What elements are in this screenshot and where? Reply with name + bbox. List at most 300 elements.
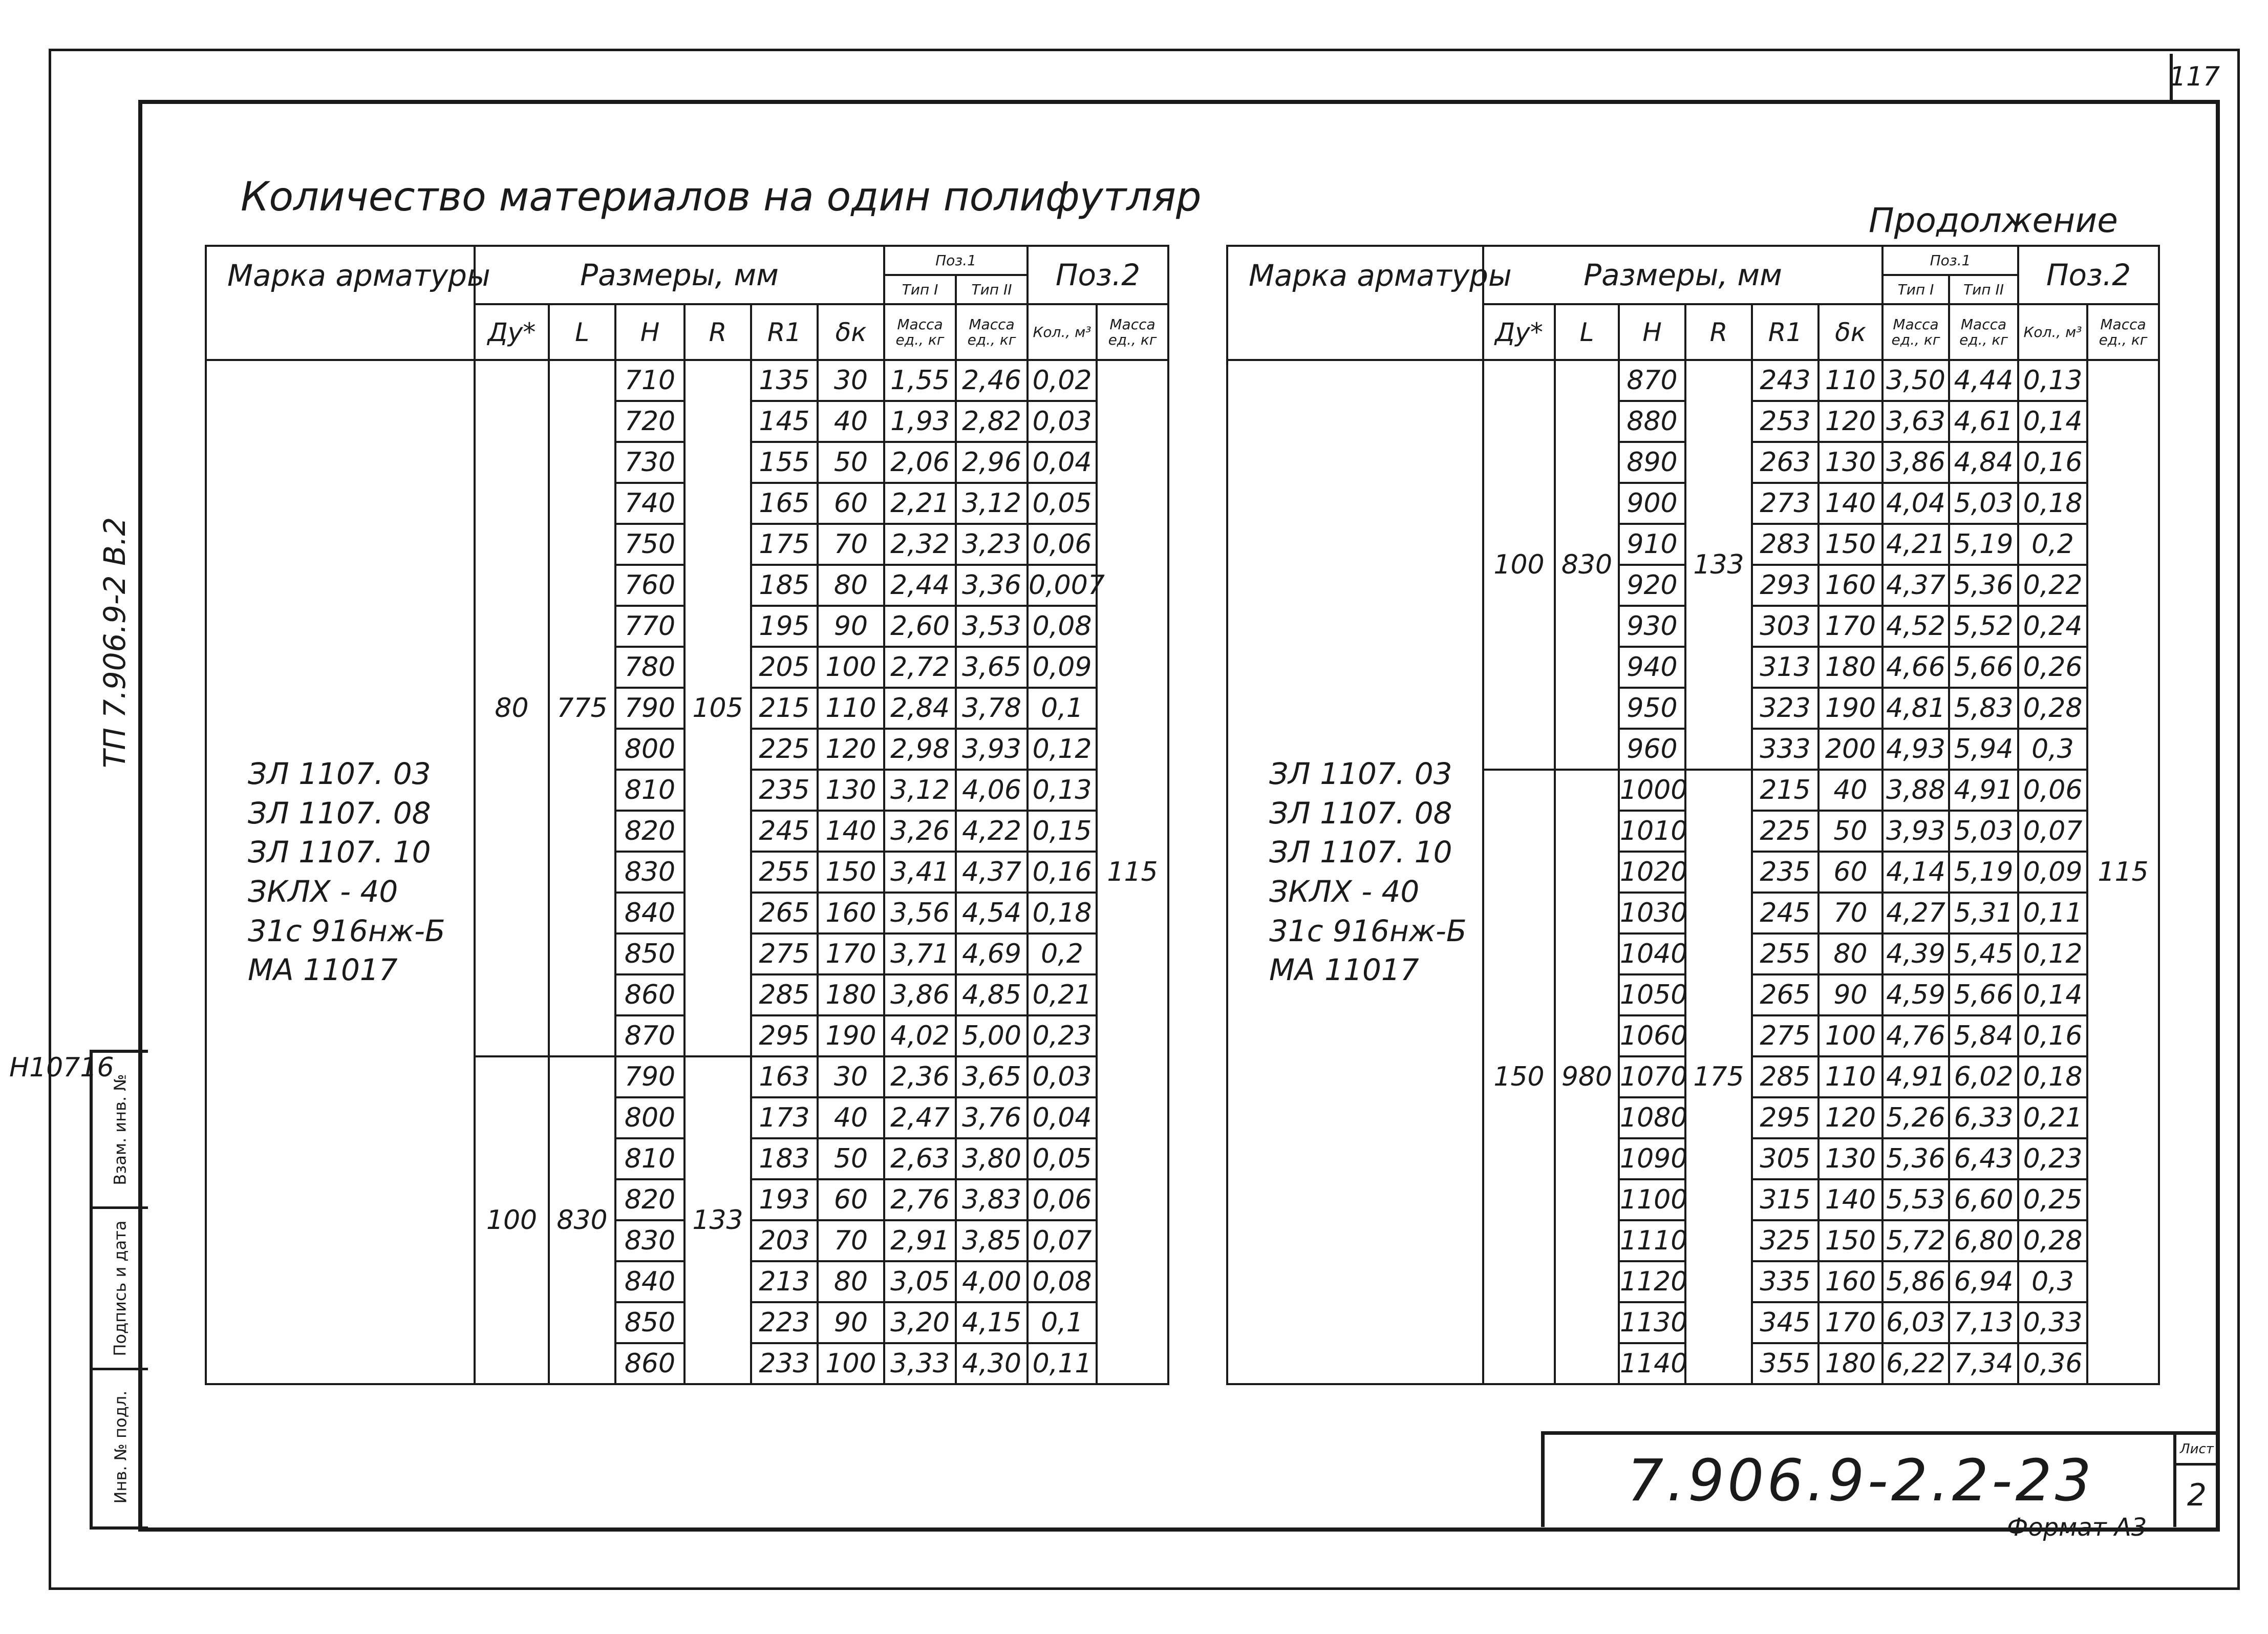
cell-mass-type1: 5,26 <box>1882 1097 1949 1138</box>
cell-qty: 0,06 <box>1028 524 1097 565</box>
cell-l: 830 <box>549 1056 615 1384</box>
cell-h: 1110 <box>1619 1220 1685 1261</box>
cell-mass-type2: 3,85 <box>956 1220 1028 1261</box>
cell-mass-type2: 7,13 <box>1949 1302 2018 1343</box>
cell-r1: 315 <box>1752 1179 1818 1220</box>
type1-header: Тип I <box>884 275 956 304</box>
cell-h: 1130 <box>1619 1302 1685 1343</box>
cell-dk: 90 <box>818 606 884 647</box>
cell-l: 775 <box>549 360 615 1056</box>
cell-h: 1000 <box>1619 770 1685 811</box>
cell-h: 1140 <box>1619 1343 1685 1384</box>
cell-r1: 273 <box>1752 483 1818 524</box>
cell-h: 1070 <box>1619 1056 1685 1097</box>
cell-h: 1010 <box>1619 811 1685 852</box>
cell-dk: 50 <box>1818 811 1882 852</box>
cell-h: 960 <box>1619 729 1685 770</box>
cell-h: 830 <box>615 1220 684 1261</box>
mark-item: ЗЛ 1107. 03 <box>248 756 431 792</box>
table-row <box>1227 360 2159 401</box>
cell-dk: 150 <box>1818 524 1882 565</box>
col-r1: R1 <box>751 304 818 360</box>
cell-qty: 0,09 <box>1028 647 1097 688</box>
cell-mass-type1: 3,20 <box>884 1302 956 1343</box>
cell-qty: 0,16 <box>2018 442 2087 483</box>
col-qty: Кол., м³ <box>1028 304 1097 360</box>
cell-mass-type1: 2,76 <box>884 1179 956 1220</box>
cell-r1: 335 <box>1752 1261 1818 1302</box>
cell-mass-type1: 4,59 <box>1882 974 1949 1015</box>
cell-h: 850 <box>615 1302 684 1343</box>
table-row <box>206 360 1168 401</box>
cell-dk: 70 <box>818 1220 884 1261</box>
cell-mass-type2: 6,80 <box>1949 1220 2018 1261</box>
col-du: Ду* <box>475 304 549 360</box>
cell-l: 830 <box>1555 360 1619 770</box>
cell-mass-type2: 3,53 <box>956 606 1028 647</box>
mark-item: ЗКЛХ - 40 <box>248 874 398 909</box>
cell-mass-type2: 5,03 <box>1949 811 2018 852</box>
cell-r1: 203 <box>751 1220 818 1261</box>
col-h: H <box>1619 304 1685 360</box>
cell-r1: 193 <box>751 1179 818 1220</box>
mark-item: ЗЛ 1107. 10 <box>248 835 431 870</box>
cell-dk: 180 <box>818 974 884 1015</box>
cell-mass-type1: 3,88 <box>1882 770 1949 811</box>
cell-mass-type2: 5,03 <box>1949 483 2018 524</box>
cell-qty: 0,3 <box>2018 729 2087 770</box>
cell-qty: 0,21 <box>2018 1097 2087 1138</box>
cell-mass-type2: 5,19 <box>1949 524 2018 565</box>
cell-h: 790 <box>615 688 684 729</box>
col-mass-pos2: Масса ед., кг <box>1097 304 1168 360</box>
cell-r1: 163 <box>751 1056 818 1097</box>
cell-qty: 0,14 <box>2018 401 2087 442</box>
col-dk: δк <box>818 304 884 360</box>
cell-dk: 50 <box>818 1138 884 1179</box>
cell-dk: 160 <box>1818 565 1882 606</box>
cell-qty: 0,2 <box>2018 524 2087 565</box>
cell-mass-type1: 2,84 <box>884 688 956 729</box>
cell-mass-type1: 2,47 <box>884 1097 956 1138</box>
cell-mass-type2: 5,94 <box>1949 729 2018 770</box>
cell-r1: 173 <box>751 1097 818 1138</box>
col-r: R <box>1685 304 1752 360</box>
cell-qty: 0,06 <box>1028 1179 1097 1220</box>
cell-h: 840 <box>615 1261 684 1302</box>
cell-r: 175 <box>1685 770 1752 1384</box>
cell-qty: 0,18 <box>2018 483 2087 524</box>
cell-r: 105 <box>684 360 751 1056</box>
cell-dk: 120 <box>1818 401 1882 442</box>
cell-h: 720 <box>615 401 684 442</box>
cell-dk: 170 <box>818 933 884 974</box>
cell-mass-type1: 3,56 <box>884 893 956 933</box>
cell-qty: 0,09 <box>2018 852 2087 893</box>
cell-r1: 295 <box>751 1015 818 1056</box>
cell-mass-type1: 2,21 <box>884 483 956 524</box>
cell-r1: 215 <box>1752 770 1818 811</box>
cell-dk: 180 <box>1818 1343 1882 1384</box>
cell-dk: 110 <box>1818 1056 1882 1097</box>
cell-h: 870 <box>1619 360 1685 401</box>
cell-dk: 180 <box>1818 647 1882 688</box>
cell-mass-type2: 4,84 <box>1949 442 2018 483</box>
cell-qty: 0,26 <box>2018 647 2087 688</box>
cell-h: 870 <box>615 1015 684 1056</box>
cell-mass-type1: 4,91 <box>1882 1056 1949 1097</box>
cell-h: 810 <box>615 1138 684 1179</box>
cell-mass-type2: 4,85 <box>956 974 1028 1015</box>
cell-mass-type2: 6,02 <box>1949 1056 2018 1097</box>
marka-subheader <box>206 304 475 360</box>
cell-l: 980 <box>1555 770 1619 1384</box>
cell-mass-type2: 5,52 <box>1949 606 2018 647</box>
page-title: Количество материалов на один полифутляр <box>241 174 1202 220</box>
cell-h: 740 <box>615 483 684 524</box>
cell-dk: 60 <box>818 1179 884 1220</box>
cell-r1: 175 <box>751 524 818 565</box>
cell-du: 100 <box>1483 360 1555 770</box>
cell-r1: 293 <box>1752 565 1818 606</box>
strip-cell-inventory: Инв. № подл. <box>111 1390 131 1504</box>
cell-h: 800 <box>615 729 684 770</box>
cell-h: 950 <box>1619 688 1685 729</box>
paper-format: Формат А3 <box>2007 1513 2147 1542</box>
col-l: L <box>1555 304 1619 360</box>
drawing-code: 7.906.9-2.2-23 <box>1541 1431 2177 1527</box>
cell-dk: 80 <box>1818 933 1882 974</box>
cell-qty: 0,2 <box>1028 933 1097 974</box>
pos1-header: Поз.1 <box>884 246 1028 275</box>
cell-dk: 50 <box>818 442 884 483</box>
cell-qty: 0,07 <box>1028 1220 1097 1261</box>
cell-r1: 255 <box>1752 933 1818 974</box>
cell-du: 80 <box>475 360 549 1056</box>
cell-mass-type1: 4,14 <box>1882 852 1949 893</box>
cell-mass-type2: 3,76 <box>956 1097 1028 1138</box>
cell-h: 930 <box>1619 606 1685 647</box>
col-r: R <box>684 304 751 360</box>
cell-qty: 0,03 <box>1028 401 1097 442</box>
cell-dk: 140 <box>818 811 884 852</box>
cell-mass-type2: 6,43 <box>1949 1138 2018 1179</box>
col-mass-type2: Масса ед., кг <box>956 304 1028 360</box>
cell-mass-type1: 5,86 <box>1882 1261 1949 1302</box>
marks-cell <box>206 360 475 1384</box>
cell-mass-type1: 5,53 <box>1882 1179 1949 1220</box>
cell-h: 900 <box>1619 483 1685 524</box>
cell-h: 780 <box>615 647 684 688</box>
cell-dk: 90 <box>818 1302 884 1343</box>
cell-mass-type1: 6,22 <box>1882 1343 1949 1384</box>
cell-mass-type1: 4,93 <box>1882 729 1949 770</box>
cell-r1: 333 <box>1752 729 1818 770</box>
cell-qty: 0,36 <box>2018 1343 2087 1384</box>
cell-r1: 305 <box>1752 1138 1818 1179</box>
sheet-label: Лист <box>2176 1435 2217 1466</box>
cell-qty: 0,1 <box>1028 1302 1097 1343</box>
type1-header: Тип I <box>1882 275 1949 304</box>
cell-r1: 165 <box>751 483 818 524</box>
cell-dk: 70 <box>1818 893 1882 933</box>
cell-qty: 0,11 <box>1028 1343 1097 1384</box>
cell-h: 760 <box>615 565 684 606</box>
side-archive-id: Н10716 <box>9 1052 114 1083</box>
col-mass-type1: Масса ед., кг <box>1882 304 1949 360</box>
cell-dk: 100 <box>818 647 884 688</box>
cell-r: 133 <box>1685 360 1752 770</box>
pos2-header: Поз.2 <box>1028 246 1168 304</box>
col-h: H <box>615 304 684 360</box>
cell-mass-type1: 3,86 <box>1882 442 1949 483</box>
cell-mass-type2: 6,94 <box>1949 1261 2018 1302</box>
cell-mass-type2: 7,34 <box>1949 1343 2018 1384</box>
cell-qty: 0,23 <box>2018 1138 2087 1179</box>
marka-subheader <box>1227 304 1483 360</box>
cell-mass-type1: 2,44 <box>884 565 956 606</box>
cell-mass-type2: 5,66 <box>1949 974 2018 1015</box>
cell-mass-type1: 4,52 <box>1882 606 1949 647</box>
cell-r1: 265 <box>751 893 818 933</box>
cell-h: 790 <box>615 1056 684 1097</box>
cell-r1: 323 <box>1752 688 1818 729</box>
continuation-label: Продолжение <box>1869 201 2118 240</box>
sizes-header: Размеры, мм <box>1483 246 1882 304</box>
cell-mass-type2: 3,36 <box>956 565 1028 606</box>
cell-dk: 110 <box>818 688 884 729</box>
cell-qty: 0,03 <box>1028 1056 1097 1097</box>
cell-r1: 303 <box>1752 606 1818 647</box>
cell-mass-type1: 2,63 <box>884 1138 956 1179</box>
cell-qty: 0,28 <box>2018 1220 2087 1261</box>
cell-mass-type1: 3,63 <box>1882 401 1949 442</box>
cell-qty: 0,23 <box>1028 1015 1097 1056</box>
pos2-header: Поз.2 <box>2018 246 2159 304</box>
col-du: Ду* <box>1483 304 1555 360</box>
cell-r1: 283 <box>1752 524 1818 565</box>
cell-mass-type2: 6,33 <box>1949 1097 2018 1138</box>
cell-dk: 190 <box>818 1015 884 1056</box>
cell-r1: 145 <box>751 401 818 442</box>
mark-item: ЗЛ 1107. 10 <box>1269 835 1452 870</box>
col-mass-type1: Масса ед., кг <box>884 304 956 360</box>
cell-qty: 0,02 <box>1028 360 1097 401</box>
cell-mass-type1: 2,72 <box>884 647 956 688</box>
cell-mass-type1: 3,05 <box>884 1261 956 1302</box>
cell-dk: 110 <box>1818 360 1882 401</box>
cell-dk: 40 <box>1818 770 1882 811</box>
cell-mass-type2: 3,80 <box>956 1138 1028 1179</box>
cell-mass-type1: 4,76 <box>1882 1015 1949 1056</box>
cell-mass-type2: 5,19 <box>1949 852 2018 893</box>
cell-mass-type2: 6,60 <box>1949 1179 2018 1220</box>
cell-r1: 233 <box>751 1343 818 1384</box>
cell-qty: 0,18 <box>1028 893 1097 933</box>
col-mass-pos2: Масса ед., кг <box>2087 304 2159 360</box>
cell-dk: 30 <box>818 1056 884 1097</box>
cell-qty: 0,24 <box>2018 606 2087 647</box>
cell-mass-type2: 5,66 <box>1949 647 2018 688</box>
cell-mass-type2: 2,46 <box>956 360 1028 401</box>
cell-mass-type2: 4,91 <box>1949 770 2018 811</box>
col-r1: R1 <box>1752 304 1818 360</box>
cell-qty: 0,16 <box>1028 852 1097 893</box>
cell-h: 880 <box>1619 401 1685 442</box>
cell-r1: 243 <box>1752 360 1818 401</box>
type2-header: Тип II <box>956 275 1028 304</box>
cell-r1: 185 <box>751 565 818 606</box>
cell-mass-type2: 5,84 <box>1949 1015 2018 1056</box>
cell-h: 860 <box>615 1343 684 1384</box>
cell-qty: 0,16 <box>2018 1015 2087 1056</box>
type2-header: Тип II <box>1949 275 2018 304</box>
cell-mass-type1: 3,50 <box>1882 360 1949 401</box>
cell-h: 910 <box>1619 524 1685 565</box>
sheet-top-number: 117 <box>2170 54 2216 103</box>
cell-r1: 205 <box>751 647 818 688</box>
cell-qty: 0,04 <box>1028 1097 1097 1138</box>
cell-dk: 120 <box>818 729 884 770</box>
cell-du: 150 <box>1483 770 1555 1384</box>
cell-mass-type2: 4,54 <box>956 893 1028 933</box>
cell-r: 133 <box>684 1056 751 1384</box>
cell-qty: 0,05 <box>1028 1138 1097 1179</box>
cell-mass-type1: 2,91 <box>884 1220 956 1261</box>
cell-mass-type2: 5,36 <box>1949 565 2018 606</box>
cell-h: 750 <box>615 524 684 565</box>
col-qty: Кол., м³ <box>2018 304 2087 360</box>
cell-h: 860 <box>615 974 684 1015</box>
cell-mass-type1: 4,02 <box>884 1015 956 1056</box>
cell-mass-type2: 2,96 <box>956 442 1028 483</box>
cell-dk: 160 <box>1818 1261 1882 1302</box>
cell-mass-type2: 4,06 <box>956 770 1028 811</box>
cell-mass-type2: 3,65 <box>956 647 1028 688</box>
cell-mass-type1: 3,12 <box>884 770 956 811</box>
cell-qty: 0,08 <box>1028 606 1097 647</box>
cell-qty: 0,13 <box>1028 770 1097 811</box>
cell-mass-type1: 5,72 <box>1882 1220 1949 1261</box>
cell-dk: 170 <box>1818 1302 1882 1343</box>
mark-item: ЗЛ 1107. 08 <box>248 795 431 831</box>
cell-r1: 275 <box>1752 1015 1818 1056</box>
cell-qty: 0,08 <box>1028 1261 1097 1302</box>
cell-qty: 0,007 <box>1028 565 1097 606</box>
cell-dk: 80 <box>818 565 884 606</box>
mark-item: 31с 916нж-Б <box>1269 913 1467 948</box>
cell-h: 710 <box>615 360 684 401</box>
mark-item: МА 11017 <box>1269 952 1419 988</box>
cell-r1: 265 <box>1752 974 1818 1015</box>
cell-du: 100 <box>475 1056 549 1384</box>
cell-r1: 245 <box>751 811 818 852</box>
cell-mass-type2: 4,69 <box>956 933 1028 974</box>
strip-cell-replaced: Взам. инв. № <box>93 1053 148 1209</box>
cell-mass-type2: 5,83 <box>1949 688 2018 729</box>
cell-r1: 213 <box>751 1261 818 1302</box>
cell-dk: 60 <box>1818 852 1882 893</box>
cell-qty: 0,13 <box>2018 360 2087 401</box>
cell-r1: 225 <box>1752 811 1818 852</box>
cell-dk: 160 <box>818 893 884 933</box>
cell-qty: 0,15 <box>1028 811 1097 852</box>
cell-r1: 295 <box>1752 1097 1818 1138</box>
cell-mass-type2: 3,12 <box>956 483 1028 524</box>
cell-r1: 275 <box>751 933 818 974</box>
cell-qty: 0,07 <box>2018 811 2087 852</box>
cell-h: 1090 <box>1619 1138 1685 1179</box>
cell-qty: 0,11 <box>2018 893 2087 933</box>
cell-qty: 0,06 <box>2018 770 2087 811</box>
cell-mass-type1: 2,60 <box>884 606 956 647</box>
cell-r1: 345 <box>1752 1302 1818 1343</box>
cell-h: 1020 <box>1619 852 1685 893</box>
cell-mass-type2: 4,22 <box>956 811 1028 852</box>
cell-r1: 235 <box>1752 852 1818 893</box>
col-mass-type2: Масса ед., кг <box>1949 304 2018 360</box>
cell-mass-type1: 4,66 <box>1882 647 1949 688</box>
cell-r1: 355 <box>1752 1343 1818 1384</box>
col-l: L <box>549 304 615 360</box>
cell-r1: 223 <box>751 1302 818 1343</box>
cell-mass-type1: 3,33 <box>884 1343 956 1384</box>
side-project-code: ТП 7.906.9-2 В.2 <box>97 517 132 768</box>
cell-qty: 0,14 <box>2018 974 2087 1015</box>
cell-mass-type2: 4,00 <box>956 1261 1028 1302</box>
cell-h: 1040 <box>1619 933 1685 974</box>
marka-header: Марка арматуры <box>1227 246 1483 304</box>
cell-qty: 0,1 <box>1028 688 1097 729</box>
table-body <box>1227 360 2159 1384</box>
cell-r1: 135 <box>751 360 818 401</box>
strip-cell-signature: Подпись и дата <box>93 1209 148 1370</box>
cell-qty: 0,25 <box>2018 1179 2087 1220</box>
mark-item: ЗКЛХ - 40 <box>1269 874 1420 909</box>
col-dk: δк <box>1818 304 1882 360</box>
cell-dk: 80 <box>818 1261 884 1302</box>
cell-dk: 40 <box>818 1097 884 1138</box>
cell-qty: 0,12 <box>1028 729 1097 770</box>
cell-mass-type1: 2,98 <box>884 729 956 770</box>
cell-qty: 0,21 <box>1028 974 1097 1015</box>
cell-mass-type2: 4,37 <box>956 852 1028 893</box>
cell-r1: 285 <box>751 974 818 1015</box>
cell-mass-type1: 3,26 <box>884 811 956 852</box>
mark-item: ЗЛ 1107. 03 <box>1269 756 1452 792</box>
cell-qty: 0,22 <box>2018 565 2087 606</box>
cell-r1: 313 <box>1752 647 1818 688</box>
sheet-number-box <box>2173 1431 2217 1527</box>
cell-qty: 0,28 <box>2018 688 2087 729</box>
cell-r1: 255 <box>751 852 818 893</box>
cell-h: 820 <box>615 1179 684 1220</box>
materials-table-right <box>1226 245 2160 1385</box>
cell-mass-type2: 2,82 <box>956 401 1028 442</box>
cell-r1: 225 <box>751 729 818 770</box>
cell-h: 800 <box>615 1097 684 1138</box>
cell-h: 1050 <box>1619 974 1685 1015</box>
table-body <box>206 360 1168 1384</box>
cell-mass-type2: 3,83 <box>956 1179 1028 1220</box>
cell-qty: 0,04 <box>1028 442 1097 483</box>
cell-dk: 170 <box>1818 606 1882 647</box>
mark-item: 31с 916нж-Б <box>248 913 445 948</box>
cell-h: 1080 <box>1619 1097 1685 1138</box>
cell-mass-type2: 4,61 <box>1949 401 2018 442</box>
cell-r1: 215 <box>751 688 818 729</box>
cell-dk: 40 <box>818 401 884 442</box>
